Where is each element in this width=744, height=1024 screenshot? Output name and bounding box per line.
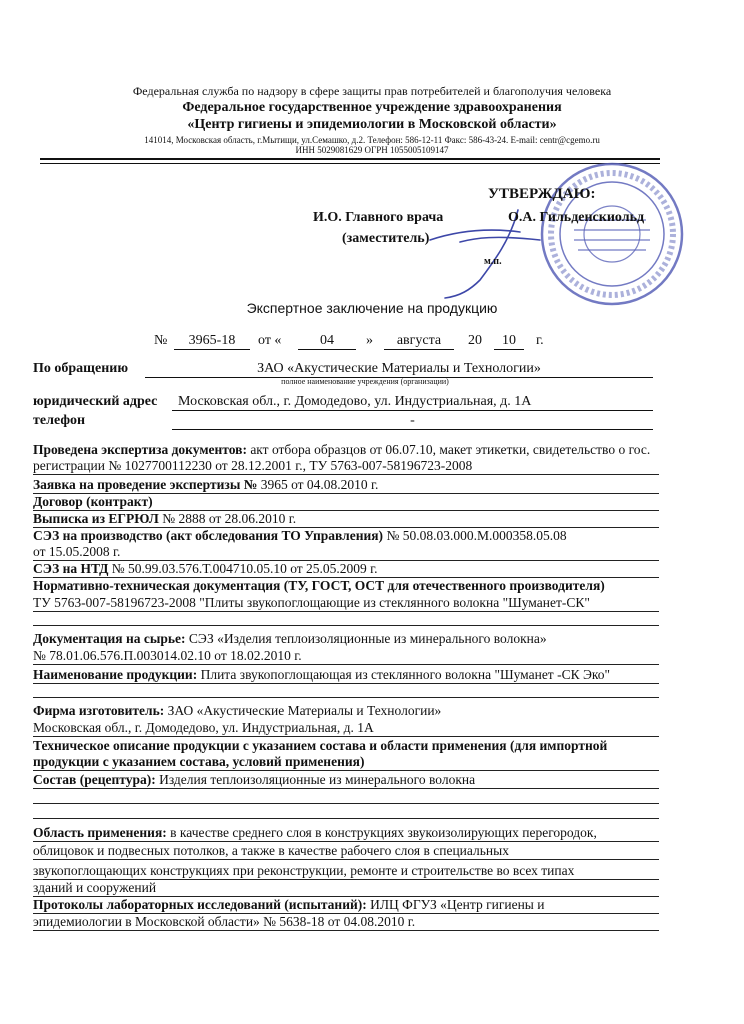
acting-chief-label: И.О. Главного врача <box>313 210 444 225</box>
tech-label: Техническое описание продукции с указанием состава и области применения (для импортной продукции с указанием состава, условий применения) <box>33 738 608 769</box>
deputy-label: (заместитель) <box>342 231 430 246</box>
protocols-label: Протоколы лабораторных исследований (испытаний): <box>33 897 367 912</box>
doc-month: августа <box>384 333 454 350</box>
area-label: Область применения: <box>33 825 167 840</box>
ntd-value: ТУ 5763-007-58196723-2008 "Плиты звукопоглощающие из стеклянного волокна "Шуманет-СК" <box>33 595 590 610</box>
maker-label: Фирма изготовитель: <box>33 703 165 718</box>
ntd-label-row <box>33 578 659 594</box>
blank-line <box>33 818 659 819</box>
ses-prod-value: № 50.08.03.000.М.000358.05.08 <box>386 528 567 543</box>
doc-year: 10 <box>494 333 524 350</box>
maker-address: Московская обл., г. Домодедово, ул. Индустриальная, д. 1А <box>33 720 374 735</box>
area-row-3 <box>33 863 659 880</box>
legal-address-label: юридический адрес <box>33 394 158 409</box>
ses-prod-row <box>33 528 659 544</box>
area-value-2: облицовок и подвесных потолков, а также в качестве рабочего слоя в специальных <box>33 843 509 858</box>
area-row-2 <box>33 843 659 860</box>
document-title: Экспертное заключение на продукцию <box>246 300 498 316</box>
area-value-1: в качестве среднего слоя в конструкциях звукоизолирующих перегородок, <box>170 825 597 840</box>
raw-value: СЭЗ «Изделия теплоизоляционные из минерального волокна» <box>188 631 547 646</box>
egrul-label: Выписка из ЕГРЮЛ <box>33 511 159 526</box>
header-institution: Федеральное государственное учреждение здравоохранения <box>182 100 562 115</box>
request-label: Заявка на проведение экспертизы № <box>33 477 258 492</box>
area-row <box>33 825 659 842</box>
request-row <box>33 477 659 494</box>
doc-date-from: от « <box>258 333 282 348</box>
product-name-row <box>33 667 659 684</box>
ses-prod-value-2: от 15.05.2008 г. <box>33 544 121 559</box>
doc-year-prefix: 20 <box>468 333 482 348</box>
applicant-caption: полное наименование учреждения (организации) <box>281 377 449 386</box>
composition-row <box>33 772 659 789</box>
maker-value: ЗАО «Акустические Материалы и Технологии» <box>167 703 442 718</box>
header-address: 141014, Московская область, г.Мытищи, ул.Семашко, д.2. Телефон: 586-12-11 Факс: 586-43-24. E-mail: centr@cgemo.ru <box>144 135 600 145</box>
header-center-name: «Центр гигиены и эпидемиологии в Московской области» <box>187 117 557 132</box>
raw-value-2: № 78.01.06.576.П.003014.02.10 от 18.02.2010 г. <box>33 648 302 663</box>
tech-row <box>33 738 659 771</box>
blank-line <box>33 803 659 804</box>
ses-ntd-value: № 50.99.03.576.Т.004710.05.10 от 25.05.2009 г. <box>111 561 378 576</box>
contract-label: Договор (контракт) <box>33 494 153 509</box>
raw-row-2 <box>33 648 659 665</box>
ntd-value-row <box>33 595 659 612</box>
egrul-value: № 2888 от 28.06.2010 г. <box>162 511 297 526</box>
phone-label: телефон <box>33 413 86 428</box>
ses-prod-label: СЭЗ на производство (акт обследования ТО Управления) <box>33 528 384 543</box>
egrul-row <box>33 511 659 528</box>
product-name-label: Наименование продукции: <box>33 667 198 682</box>
applicant-label: По обращению <box>33 361 129 376</box>
doc-day-close: » <box>366 333 373 348</box>
raw-row <box>33 631 659 647</box>
exam-row <box>33 442 659 475</box>
protocols-row <box>33 897 659 914</box>
raw-label: Документация на сырье: <box>33 631 186 646</box>
protocols-value: ИЛЦ ФГУЗ «Центр гигиены и <box>370 897 545 912</box>
phone-value: - <box>172 413 653 430</box>
ses-ntd-label: СЭЗ на НТД <box>33 561 109 576</box>
ses-ntd-row <box>33 561 659 578</box>
official-stamp <box>538 160 686 308</box>
request-value: 3965 от 04.08.2010 г. <box>260 477 379 492</box>
area-value-3: звукопоглощающих конструкциях при реконструкции, ремонте и строительстве во всех типах <box>33 863 575 878</box>
composition-value: Изделия теплоизоляционные из минерального волокна <box>159 772 476 787</box>
doc-number: 3965-18 <box>174 333 250 350</box>
contract-row <box>33 494 659 511</box>
ntd-label: Нормативно-техническая документация (ТУ, ГОСТ, ОСТ для отечественного производителя) <box>33 578 605 593</box>
ses-prod-row-2 <box>33 544 659 561</box>
area-value-4: зданий и сооружений <box>33 880 157 895</box>
header-inn: ИНН 5029081629 ОГРН 1055005109147 <box>295 145 449 155</box>
approval-heading: УТВЕРЖДАЮ: <box>488 186 596 202</box>
header-agency: Федеральная служба по надзору в сфере защиты прав потребителей и благополучия человека <box>132 84 612 98</box>
seal-place-label: м.п. <box>484 256 502 267</box>
doc-number-sign: № <box>154 333 168 348</box>
legal-address: Московская обл., г. Домодедово, ул. Индустриальная, д. 1А <box>172 394 653 411</box>
blank-line <box>33 697 659 698</box>
signer-name: О.А. Гильденскиольд <box>508 210 645 225</box>
doc-year-suffix: г. <box>536 333 544 348</box>
protocols-row-2 <box>33 914 659 931</box>
applicant-name: ЗАО «Акустические Материалы и Технологии» <box>145 361 653 378</box>
composition-label: Состав (рецептура): <box>33 772 156 787</box>
exam-label: Проведена экспертиза документов: <box>33 442 247 457</box>
area-row-4 <box>33 880 659 897</box>
maker-address-row <box>33 720 659 737</box>
exam-value: акт отбора образцов от 06.07.10, макет этикетки, свидетельство о гос. регистрации № 1027700112230 от 28.12.2001 г., ТУ 5763-007-58196723-2008 <box>33 442 651 473</box>
doc-day: 04 <box>298 333 356 350</box>
protocols-value-2: эпидемиологии в Московской области» № 5638-18 от 04.08.2010 г. <box>33 914 416 929</box>
blank-line <box>33 625 659 626</box>
product-name-value: Плита звукопоглощающая из стеклянного волокна "Шуманет -СК Эко" <box>200 667 611 682</box>
maker-row <box>33 703 659 719</box>
